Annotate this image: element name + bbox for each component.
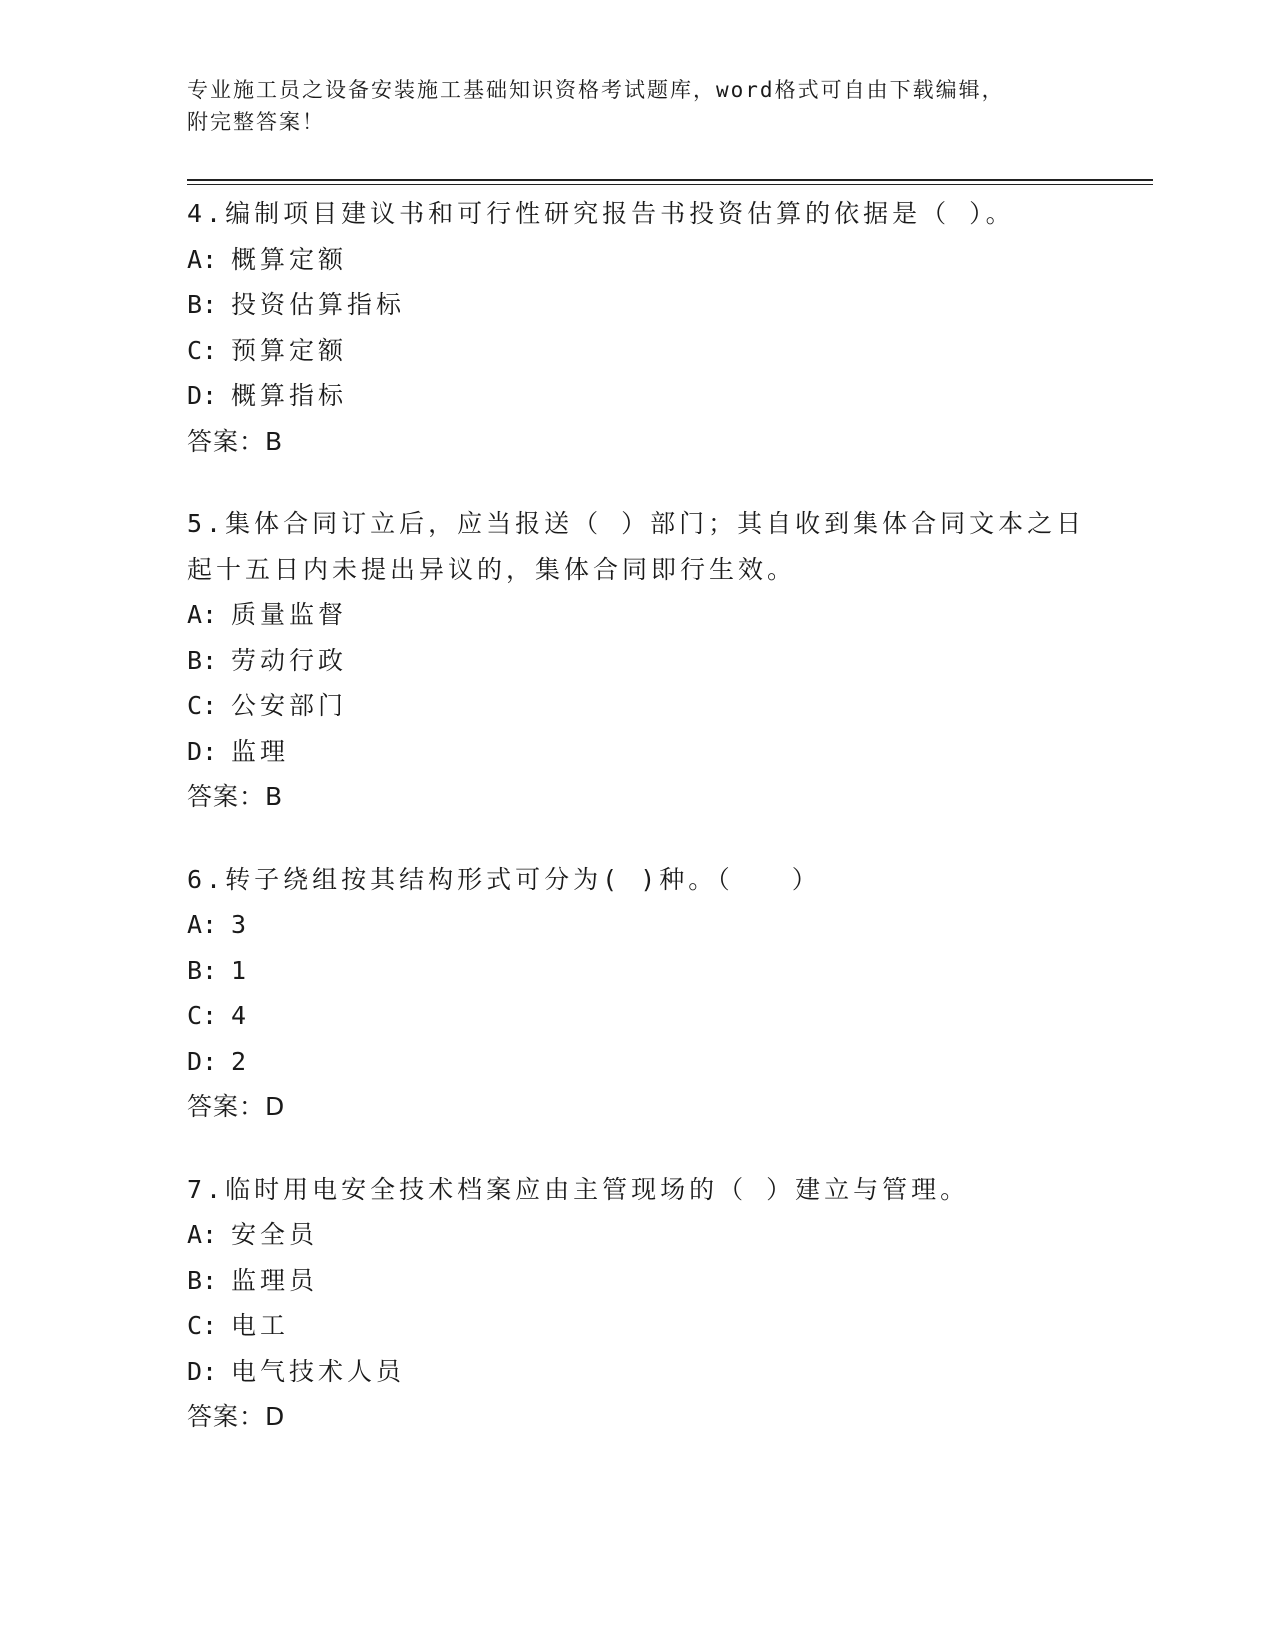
question-stem: 7.临时用电安全技术档案应由主管现场的（ ）建立与管理。 bbox=[187, 1174, 970, 1204]
option-text: 电气技术人员 bbox=[231, 1356, 406, 1386]
option-letter: A: bbox=[187, 910, 218, 939]
option-letter: A: bbox=[187, 244, 218, 274]
option-text: 投资估算指标 bbox=[231, 290, 406, 319]
option-text: 概算指标 bbox=[231, 381, 348, 410]
option-letter: C: bbox=[187, 691, 218, 720]
option-text: 概算定额 bbox=[231, 244, 348, 274]
header-divider-thin bbox=[187, 184, 1153, 185]
option-text: 4 bbox=[231, 1001, 251, 1030]
option-letter: A: bbox=[187, 600, 218, 629]
option-d bbox=[187, 1039, 1127, 1085]
option-letter: D: bbox=[187, 1046, 218, 1076]
option-d bbox=[187, 729, 1127, 775]
option-letter: C: bbox=[187, 1311, 218, 1340]
option-text: 电工 bbox=[231, 1311, 290, 1340]
option-b bbox=[187, 1258, 1127, 1304]
question-stem: 4.编制项目建议书和可行性研究报告书投资估算的依据是（ ）。 bbox=[187, 199, 1015, 228]
option-letter: C: bbox=[187, 1001, 218, 1030]
answer-label: 答案：D bbox=[187, 1402, 286, 1431]
option-a bbox=[187, 237, 1127, 283]
question-list bbox=[187, 191, 1127, 1477]
question-stem: 5.集体合同订立后，应当报送（ ）部门；其自收到集体合同文本之日起十五日内未提出异议的，集体合同即行生效。 bbox=[187, 509, 1086, 584]
option-text: 预算定额 bbox=[231, 335, 348, 365]
option-letter: B: bbox=[187, 645, 218, 675]
option-text: 劳动行政 bbox=[231, 645, 348, 675]
option-letter: B: bbox=[187, 1265, 218, 1295]
option-letter: A: bbox=[187, 1220, 218, 1249]
option-c bbox=[187, 683, 1127, 729]
header-line-1: 专业施工员之设备安装施工基础知识资格考试题库，word格式可自由下载编辑， bbox=[187, 78, 1005, 102]
header-line-2: 附完整答案！ bbox=[187, 110, 325, 134]
option-text: 公安部门 bbox=[231, 691, 348, 720]
option-text: 安全员 bbox=[231, 1220, 319, 1249]
document-header bbox=[187, 74, 1087, 138]
option-c bbox=[187, 328, 1127, 374]
option-text: 3 bbox=[231, 910, 251, 939]
option-d bbox=[187, 1349, 1127, 1395]
option-letter: B: bbox=[187, 955, 218, 985]
option-b bbox=[187, 638, 1127, 684]
option-text: 监理员 bbox=[231, 1265, 319, 1295]
question-5 bbox=[187, 501, 1127, 820]
option-text: 监理 bbox=[231, 736, 290, 766]
option-a bbox=[187, 1212, 1127, 1258]
option-letter: B: bbox=[187, 290, 218, 319]
option-text: 1 bbox=[231, 955, 251, 985]
question-6 bbox=[187, 857, 1127, 1130]
option-a bbox=[187, 902, 1127, 948]
option-text: 质量监督 bbox=[231, 600, 348, 629]
question-stem: 6.转子绕组按其结构形式可分为( )种。（ ） bbox=[187, 864, 821, 894]
option-letter: D: bbox=[187, 736, 218, 766]
option-b bbox=[187, 282, 1127, 328]
option-a bbox=[187, 592, 1127, 638]
option-d bbox=[187, 373, 1127, 419]
header-divider-thick bbox=[187, 179, 1153, 181]
answer-label: 答案：D bbox=[187, 1092, 286, 1121]
answer-label: 答案：B bbox=[187, 426, 284, 456]
option-b bbox=[187, 948, 1127, 994]
question-4 bbox=[187, 191, 1127, 464]
option-c bbox=[187, 993, 1127, 1039]
option-letter: C: bbox=[187, 335, 218, 365]
option-c bbox=[187, 1303, 1127, 1349]
option-letter: D: bbox=[187, 381, 218, 410]
option-letter: D: bbox=[187, 1356, 218, 1386]
question-7 bbox=[187, 1167, 1127, 1440]
answer-label: 答案：B bbox=[187, 782, 284, 811]
option-text: 2 bbox=[231, 1046, 251, 1076]
